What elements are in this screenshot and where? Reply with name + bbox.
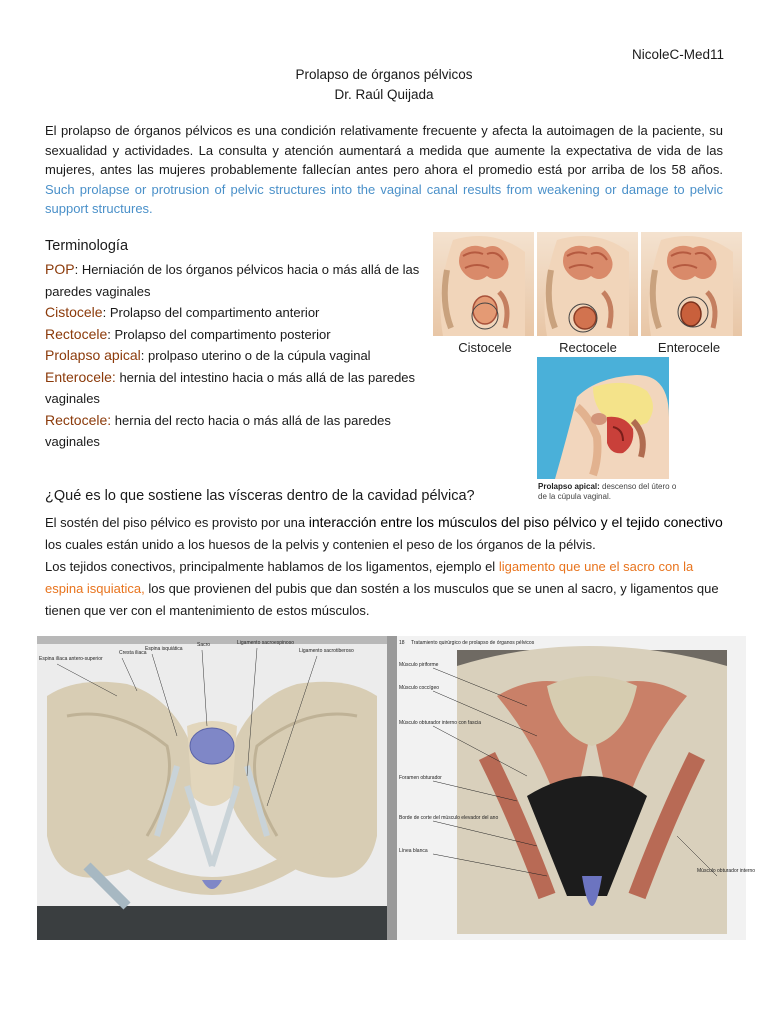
term-sep: : bbox=[74, 262, 82, 277]
term-definition: prolpaso uterino o de la cúpula vaginal bbox=[147, 348, 371, 363]
support-body bbox=[45, 511, 727, 622]
term-definition: Herniación de los órganos pélvicos hacia o más allá de las paredes vaginales bbox=[45, 262, 420, 299]
rectocele-panel bbox=[537, 232, 638, 336]
label-rectocele: Rectocele bbox=[559, 340, 617, 355]
term-item bbox=[45, 410, 435, 453]
p2-orange: ligamento que une el sacro con la espina isquiatica, bbox=[45, 559, 694, 596]
author-name: Dr. Raúl Quijada bbox=[334, 87, 434, 102]
apical-prolapse-illustration bbox=[537, 357, 669, 479]
left-page-pelvis bbox=[37, 636, 387, 940]
right-label-2: Músculo obturador interno con fascia bbox=[399, 720, 481, 726]
author-tag: NicoleC-Med11 bbox=[631, 47, 724, 62]
term-sep: : bbox=[102, 305, 110, 320]
term-label: Rectocele: bbox=[45, 411, 112, 428]
left-label-2: Espina isquiática bbox=[145, 646, 183, 652]
apical-prolapse-svg bbox=[537, 357, 669, 479]
term-sep: : bbox=[107, 326, 115, 342]
right-page-number: 18 bbox=[399, 640, 405, 646]
p1-strong: interacción entre los músculos del piso pélvico y el tejido conectivo bbox=[308, 514, 723, 530]
support-paragraph-2 bbox=[45, 556, 727, 622]
p2-text-a: Los tejidos conectivos, principalmente hablamos de los ligamentos, ejemplo el bbox=[45, 559, 499, 574]
prolapse-panels-svg bbox=[433, 232, 742, 336]
right-page-pelvic-floor bbox=[397, 636, 755, 940]
term-definition: Prolapso del compartimento anterior bbox=[109, 305, 320, 320]
term-definition: hernia del recto hacia o más allá de las paredes vaginales bbox=[45, 412, 391, 449]
right-label-3: Foramen obturador bbox=[399, 775, 442, 781]
right-label-5: Línea blanca bbox=[399, 848, 428, 854]
term-definition: Prolapso del compartimento posterior bbox=[114, 326, 331, 342]
term-label: Rectocele bbox=[45, 325, 108, 342]
terminology-list bbox=[45, 259, 435, 453]
term-label: POP bbox=[45, 261, 75, 277]
right-label-6: Músculo obturador interno bbox=[697, 868, 756, 874]
page-title: Prolapso de órganos pélvicos bbox=[295, 67, 473, 82]
book-spine bbox=[387, 636, 397, 940]
term-label: Prolapso apical bbox=[45, 347, 141, 363]
support-paragraph-1 bbox=[45, 511, 727, 556]
right-page-header: Tratamiento quirúrgico de prolapso de órganos pélvicos bbox=[411, 640, 535, 646]
term-item bbox=[45, 324, 435, 346]
left-label-1: Cresta iliaca bbox=[119, 650, 147, 656]
left-label-5: Ligamento sacrotiberoso bbox=[299, 648, 354, 654]
apical-caption bbox=[538, 482, 678, 502]
book-photo bbox=[37, 636, 756, 940]
intro-highlight: Such prolapse or protrusion of pelvic structures into the vaginal canal results from weakening or damage to pelvic support structures. bbox=[45, 181, 723, 216]
intro-paragraph bbox=[45, 121, 723, 219]
term-item bbox=[45, 302, 435, 324]
prolapse-types-illustration bbox=[433, 232, 742, 336]
cistocele-panel bbox=[433, 232, 534, 336]
left-label-4: Ligamento sacroespinoso bbox=[237, 640, 294, 646]
right-label-4: Borde de corte del músculo elevador del ano bbox=[399, 815, 499, 821]
terminology-heading: Terminología bbox=[45, 238, 129, 254]
term-label: Enterocele: bbox=[45, 368, 116, 385]
left-label-3: Sacro bbox=[197, 642, 211, 648]
term-item bbox=[45, 367, 435, 410]
term-item bbox=[45, 259, 435, 302]
p1-text-b: los cuales están unido a los huesos de la pelvis y contenien el peso de los órganos de la pélvis. bbox=[45, 537, 596, 552]
support-heading: ¿Qué es lo que sostiene las vísceras dentro de la cavidad pélvica? bbox=[45, 488, 475, 504]
book-photo-svg bbox=[37, 636, 756, 940]
enterocele-panel bbox=[641, 232, 742, 336]
term-item bbox=[45, 345, 435, 367]
apical-caption-rest: descenso del útero o de la cúpula vaginal. bbox=[538, 482, 677, 501]
apical-caption-bold: Prolapso apical: bbox=[538, 482, 600, 491]
term-label: Cistocele bbox=[45, 304, 103, 320]
label-cistocele: Cistocele bbox=[458, 340, 512, 355]
left-label-0: Espina ilíaca antero-superior bbox=[39, 656, 103, 662]
right-label-1: Músculo coccígeo bbox=[399, 685, 440, 691]
p1-text-a: El sostén del piso pélvico es provisto por una bbox=[45, 515, 309, 530]
term-sep: : bbox=[140, 348, 148, 363]
intro-text: El prolapso de órganos pélvicos es una condición relativamente frecuente y afecta la autoimagen de la paciente, su sexualidad y actividades. La consulta y atención aumentará a medida que aumente la expectativa de vida de las mujeres, antes las mujeres probablemente fallecían antes pero ahora el promedio está por arriba de los 58 años. bbox=[45, 123, 723, 177]
p2-text-b: los que provienen del pubis que dan sostén a los musculos que se unen al sacro, y ligamentos que tienen que ver con el mantenimiento de estos músculos. bbox=[45, 581, 719, 618]
right-label-0: Músculo piriforme bbox=[399, 662, 439, 668]
label-enterocele: Enterocele bbox=[657, 340, 721, 355]
term-definition: hernia del intestino hacia o más allá de las paredes vaginales bbox=[45, 369, 416, 406]
